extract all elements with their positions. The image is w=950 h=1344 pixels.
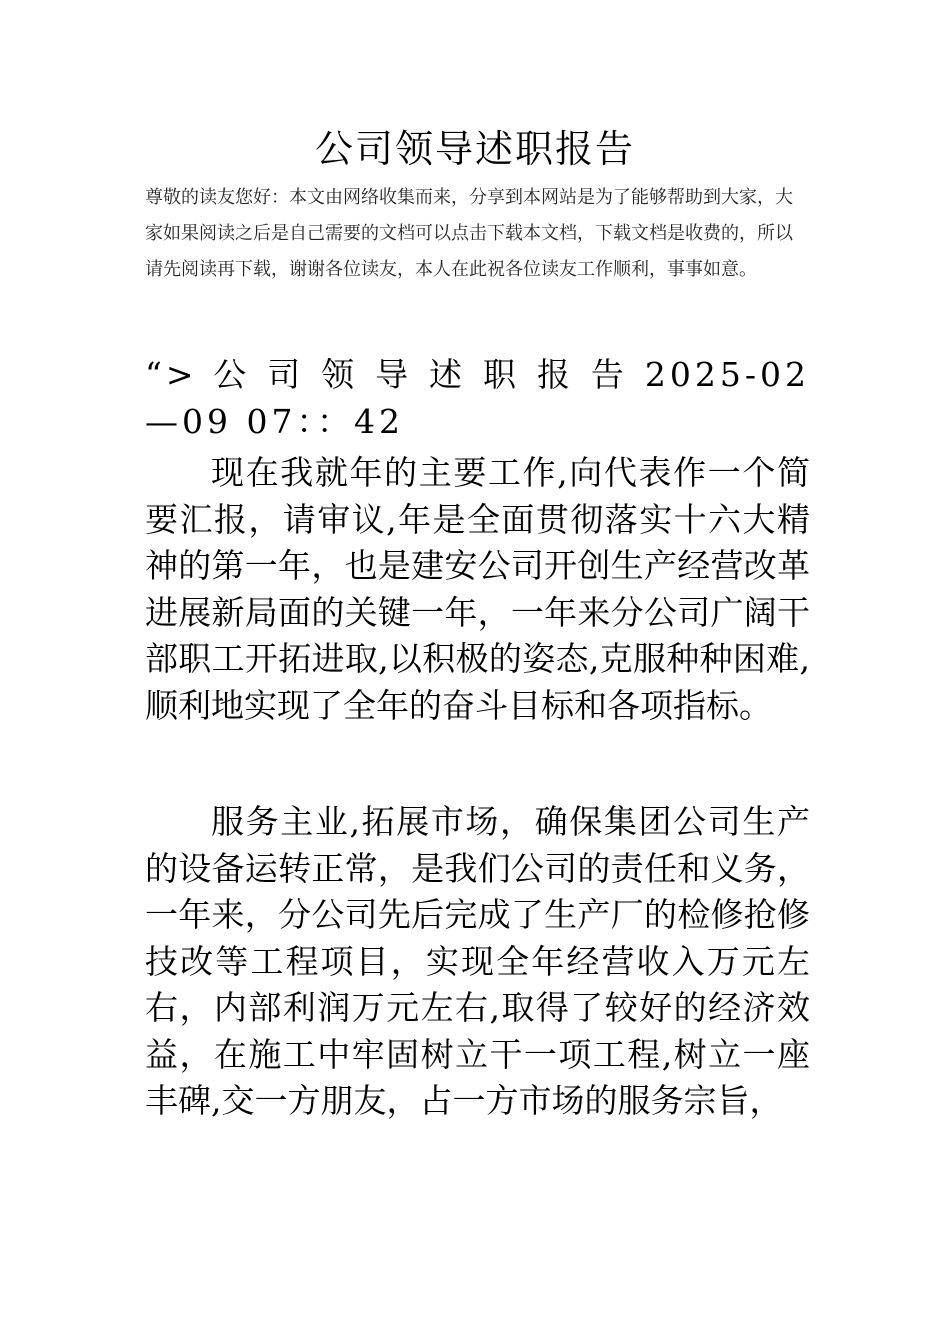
report-heading-line: “> 公 司 领 导 述 职 报 告 2025-02—09 07：：42 [145,355,810,441]
body-paragraph: 现在我就年的主要工作,向代表作一个简要汇报，请审议,年是全面贯彻落实十六大精神的第一年，也是建安公司开创生产经营改革进展新局面的关键一年，一年来分公司广阔干部职工开拓进取,以积极的姿态,克服种种困难,顺利地实现了全年的奋斗目标和各项指标。 [145,453,810,725]
document-title: 公司领导述职报告 [314,127,635,171]
reader-notice: 尊敬的读友您好：本文由网络收集而来，分享到本网站是为了能够帮助到大家，大家如果阅读之后是自己需要的文档可以点击下载本文档，下载文档是收费的，所以请先阅读再下载，谢谢各位读友，本人在此祝各位读友工作顺利，事事如意。 [145,187,793,280]
body-paragraph: 服务主业,拓展市场，确保集团公司生产的设备运转正常，是我们公司的责任和义务，一年来，分公司先后完成了生产厂的检修抢修技改等工程项目，实现全年经营收入万元左右，内部利润万元左右,取得了较好的经济效益，在施工中牢固树立干一项工程,树立一座丰碑,交一方朋友，占一方市场的服务宗旨， [145,802,810,1120]
